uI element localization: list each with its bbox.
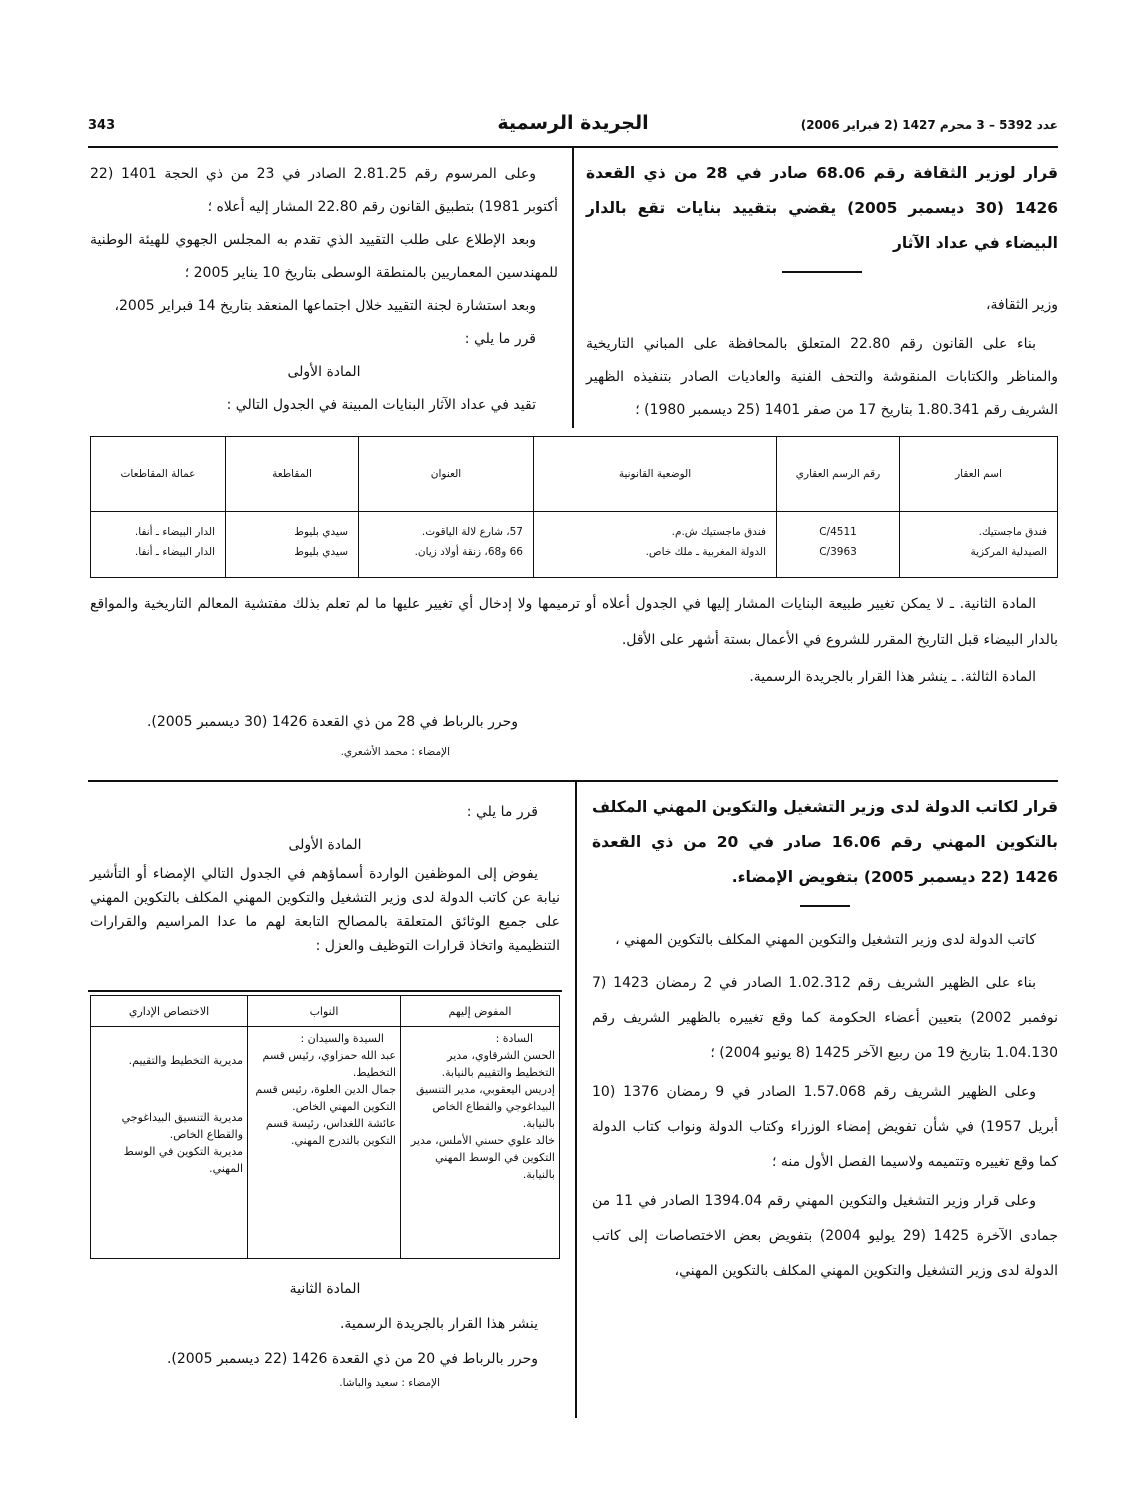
article-3: المادة الثالثة. ـ ينشر هذا القرار بالجريدة الرسمية. [749, 669, 1036, 685]
delegation-table [90, 995, 560, 1259]
column-divider-bottom [575, 782, 577, 1418]
column-header: المقاطعة [226, 437, 359, 512]
column-header: المفوض إليهم [401, 996, 560, 1027]
monuments-table [90, 436, 1058, 578]
journal-title: الجريدة الرسمية [497, 112, 649, 134]
table-cell: فندق ماجستيك ش.م. الدولة المغربية ـ ملك خاص. [534, 512, 777, 578]
decision2-secretary: كاتب الدولة لدى وزير التشغيل والتكوين المهني المكلف بالتكوين المهني ، [615, 932, 1036, 948]
column-header: رقم الرسم العقاري [777, 437, 900, 512]
table-row [91, 1027, 560, 1259]
article-heading: المادة الثانية [289, 1281, 361, 1297]
decides-line: قرر ما يلي : [464, 331, 536, 347]
table-header-row [91, 437, 1058, 512]
article-heading: المادة الأولى [288, 837, 362, 853]
decision2-title: قرار لكاتب الدولة لدى وزير التشغيل والتكوين المهني المكلف بالتكوين المهني رقم 16.06 صادر في 20 من ذي القعدة 1426 (22 ديسمبر 2005) بتفويض الإمضاء. [592, 798, 1058, 886]
signature: الإمضاء : سعيد والباشا. [339, 1377, 440, 1389]
decides-line: قرر ما يلي : [466, 804, 538, 820]
column-header: اسم العقار [900, 437, 1058, 512]
section-rule [88, 780, 1058, 782]
table-cell: 57، شارع لالة الياقوت. 66 و68، زنقة أولاد زيان. [359, 512, 534, 578]
column-header: الاختصاص الإداري [91, 996, 248, 1027]
article-text: ينشر هذا القرار بالجريدة الرسمية. [339, 1316, 538, 1332]
column-header: العنوان [359, 437, 534, 512]
decision1-recital: بناء على القانون رقم 22.80 المتعلق بالمحافظة على المباني التاريخية والمناظر والكتابات المنقوشة والتحف الفنية والعاديات الصادر بتنفيذه الظهير الشريف رقم 1.80.341 بتاريخ 17 من صفر 1401 (25 ديسمبر 1980) ؛ [586, 336, 1058, 418]
table-cell: 4511/C 3963/C [777, 512, 900, 578]
issue-info: عدد 5392 – 3 محرم 1427 (2 فبراير 2006) [800, 118, 1058, 132]
title-separator [782, 271, 862, 273]
decision1-recital: وبعد الإطلاع على طلب التقييد الذي تقدم به المجلس الجهوي للهيئة الوطنية للمهندسين المعماريين بالمنطقة الوسطى بتاريخ 10 يناير 2005 ؛ [90, 232, 558, 281]
column-header: عمالة المقاطعات [91, 437, 226, 512]
decision1-recital: وعلى المرسوم رقم 2.81.25 الصادر في 23 من ذي الحجة 1401 (22 أكتوبر 1981) بتطبيق القانون رقم 22.80 المشار إليه أعلاه ؛ [90, 166, 558, 215]
decision2-recital: وعلى الظهير الشريف رقم 1.57.068 الصادر في 9 رمضان 1376 (10 أبريل 1957) في شأن تفويض إمضاء الوزراء وكتاب الدولة ونواب كتاب الدولة كما وقع تغييره وتتميمه ولاسيما الفصل الأول منه ؛ [592, 1084, 1058, 1170]
decision1-closing [90, 705, 540, 758]
title-separator [800, 905, 850, 907]
decision2-recital: بناء على الظهير الشريف رقم 1.02.312 الصادر في 2 رمضان 1423 (7 نوفمبر 2002) بتعيين أعضاء الحكومة كما وقع تغييره بالظهير الشريف رقم 1.04.130 بتاريخ 19 من ربيع الآخر 1425 (8 يونيو 2004) ؛ [592, 975, 1058, 1061]
done-at: وحرر بالرباط في 20 من ذي القعدة 1426 (22 ديسمبر 2005). [166, 1351, 538, 1367]
signature: الإمضاء : محمد الأشعري. [340, 746, 450, 758]
table-cell: فندق ماجستيك. الصيدلية المركزية [900, 512, 1058, 578]
decision1-left-column [90, 158, 558, 422]
table-header-row [91, 996, 560, 1027]
decision1-minister: وزير الثقافة، [985, 297, 1058, 313]
column-divider-top [572, 146, 574, 428]
article-heading: المادة الأولى [287, 364, 361, 380]
decision1-right-column [586, 156, 1058, 427]
table-row [91, 512, 1058, 578]
article-2: المادة الثانية. ـ لا يمكن تغيير طبيعة البنايات المشار إليها في الجدول أعلاه أو ترميمها ولا إدخال أي تغيير عليها ما لم تعلم بذلك مفتشية المعالم التاريخية والمواقع بالدار البيضاء قبل التاريخ المقرر للشروع في الأعمال بستة أشهر على الأقل. [90, 596, 1058, 648]
decision2-right-column [592, 790, 1058, 1289]
decision2-recital: وعلى قرار وزير التشغيل والتكوين المهني رقم 1394.04 الصادر في 11 من جمادى الآخرة 1425 (29 يوليو 2004) بتفويض بعض الاختصاصات إلى كاتب الدولة لدى وزير التشغيل والتكوين المهني المكلف بالتكوين المهني، [592, 1193, 1058, 1279]
article-text: يفوض إلى الموظفين الواردة أسماؤهم في الجدول التالي الإمضاء أو التأشير نيابة عن كاتب الدولة لدى وزير التشغيل والتكوين المهني المكلف بالتكوين المهني على جميع الوثائق المتعلقة بالمصالح التابعة لهم ما عدا المراسيم والقرارات التنظيمية واتخاذ قرارات التوظيف والعزل : [90, 866, 560, 954]
table-cell: السادة : الحسن الشرقاوي، مدير التخطيط والتقييم بالنيابة. إدريس اليعقوبي، مدير التنسيق البيداغوجي والقطاع الخاص بالنيابة. خالد علوي حسني الأملس، مدير التكوين في الوسط المهني بالنيابة. [401, 1027, 560, 1259]
table-cell: السيدة والسيدان : عبد الله حمزاوي، رئيس قسم التخطيط. جمال الدين العلوة، رئيس قسم التكوين المهني الخاص. عائشة اللغداس، رئيسة قسم التكوين بالتدرج المهني. [248, 1027, 401, 1259]
table-cell: سيدي بليوط سيدي بليوط [226, 512, 359, 578]
decision2-closing [90, 1272, 560, 1389]
decision1-recital: وبعد استشارة لجنة التقييد خلال اجتماعها المنعقد بتاريخ 14 فبراير 2005، [114, 298, 536, 314]
decision1-articles [90, 586, 1058, 695]
done-at: وحرر بالرباط في 28 من ذي القعدة 1426 (30 ديسمبر 2005). [146, 714, 518, 730]
table-cell: الدار البيضاء ـ أنفا. الدار البيضاء ـ أنفا. [91, 512, 226, 578]
column-header: النواب [248, 996, 401, 1027]
column-header: الوضعية القانونية [534, 437, 777, 512]
decision1-title: قرار لوزير الثقافة رقم 68.06 صادر في 28 من ذي القعدة 1426 (30 ديسمبر 2005) يقضي بتقييد بنايات تقع بالدار البيضاء في عداد الآثار [586, 164, 1059, 252]
table-cell: مديرية التخطيط والتقييم. مديرية التنسيق البيداغوجي والقطاع الخاص. مديرية التكوين في الوسط المهني. [91, 1027, 248, 1259]
table-top-rule [88, 990, 562, 992]
decision2-left-column [90, 796, 560, 958]
article-text: تقيد في عداد الآثار البنايات المبينة في الجدول التالي : [226, 397, 536, 413]
page-number: 343 [88, 118, 116, 133]
page-header [88, 114, 1058, 144]
